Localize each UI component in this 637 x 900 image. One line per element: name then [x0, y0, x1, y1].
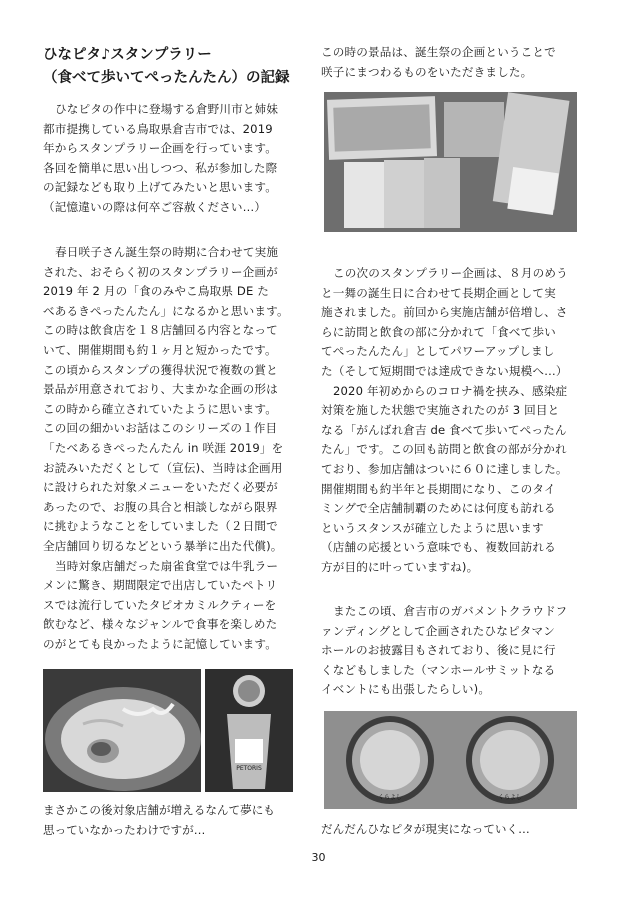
second-rally-paragraph: この次のスタンプラリー企画は、８月のめう と一舞の誕生日に合わせて長期企画として実 施されました。前回から実施店舗が倍増し、さ らに訪問と飲食の部に分かれて「食べて歩い てぺったんたん」としてパワーアップしまし た（そして短期間では達成できない規模へ…） 2020 年初めからのコロナ禍を挟み、感染症 対策を施した状態で実施されたのが 3 回目と なる「がんばれ倉吉 de 食べて歩いてぺったん たん」です。この回も訪問と飲食の部が分かれ ており、参加店舗はついに６０に達しました。 開催期間も約半年と長期間になり、このタイ ミングで全店舗制覇のためには何度も訪れる というスタンスが確立したように思います （店舗の応援という意味でも、複数回訪れる 方が目的に叶っていますね)。 [321, 266, 568, 574]
right-photo-caption: だんだんひなピタが現実になっていく… [321, 822, 530, 836]
intro-paragraph: ひなピタの作中に登場する倉野川市と姉妹 都市提携している鳥取県倉吉市では、2019 年からスタンプラリー企画を行っています。 各回を簡単に思い出しつつ、私が参加した際 の記録なども取り上げてみたいと思います。 （記憶違いの際は何卒ご容赦ください…） [43, 102, 279, 214]
prizes-paragraph: この時の景品は、誕生祭の企画ということで 咲子にまつわるものをいただきました。 [321, 45, 556, 79]
ramen-photo [43, 669, 201, 792]
cup-label: PETORIS [236, 765, 262, 772]
manhole-paragraph: またこの頃、倉吉市のガバメントクラウドフ ァンディングとして企画されたひなピタマン ホールのお披露目もされており、後に見に行 くなどもしました（マンホールサミットなる イベントにも出張したらしい)。 [321, 604, 568, 697]
manhole-left-label: くらよし [377, 794, 403, 801]
tapioca-photo [205, 669, 293, 792]
first-rally-paragraph: 春日咲子さん誕生祭の時期に合わせて実施 された、おそらく初のスタンプラリー企画が 2019 年 2 月の「食のみやこ鳥取県 DE た べあるきぺったんたん」になるかと思います。 この時は飲食店を１８店舗回る内容となって いて、開催期間も約１ヶ月と短かったです。 この頃からスタンプの獲得状況で複数の賞と 景品が用意されており、大まかな企画の形は この時から確立されていたように思います。 この回の細かいお話はこのシリーズの１作目 「たべあるきぺったんたん in 咲涯 2019」を お読みいただくとして（宣伝)、当時は企画用 に設けられた対象メニューをいただく必要が あったので、お腹の具合と相談しながら限界 に挑むようなことをしていました（２日間で 全店舗回り切るなどという暴挙に出た代償)。 当時対象店舗だった扇雀食堂では牛乳ラー メンに驚き、期間限定で出店していたペトリ スでは流行していたタピオカミルクティーを 飲むなど、様々なジャンルで食事を楽しめた のがとても良かったように記憶しています。 [43, 245, 289, 651]
title-line-1: ひなピタ♪スタンプラリー [43, 47, 212, 63]
title-line-2: （食べて歩いてぺったんたん）の記録 [43, 70, 290, 86]
left-photo-caption: まさかこの後対象店舗が増えるなんて夢にも 思っていなかったわけですが… [43, 803, 275, 837]
prizes-photo [324, 92, 577, 232]
page-number: 30 [311, 851, 326, 864]
manhole-right-label: くらよし [497, 794, 523, 801]
manhole-photo [324, 711, 577, 809]
article-title [43, 45, 290, 88]
